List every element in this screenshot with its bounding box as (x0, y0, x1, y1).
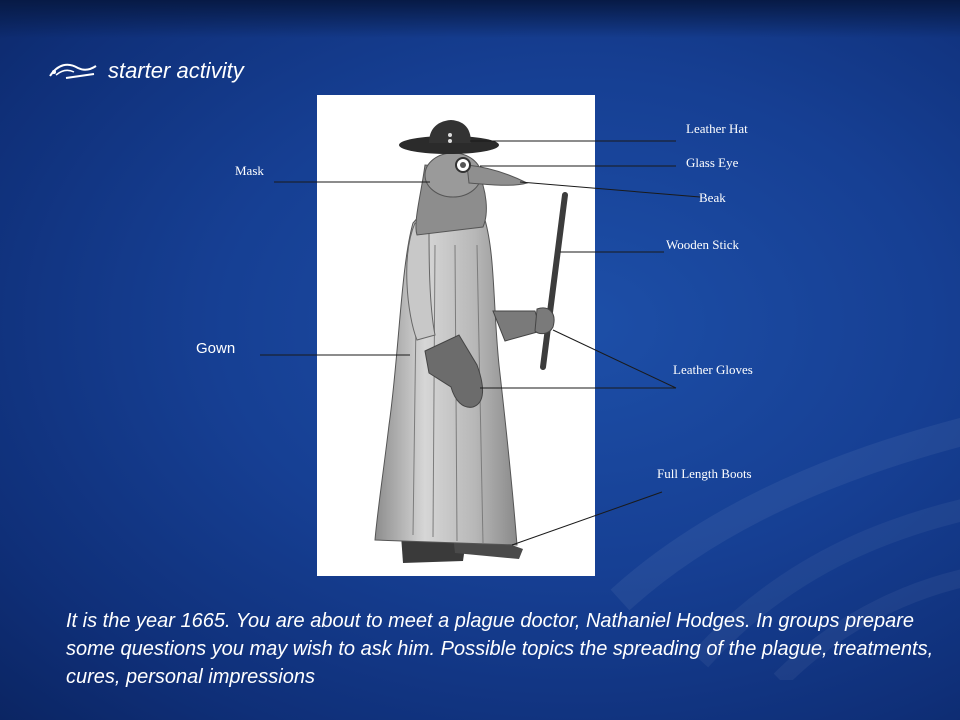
quill-pen-icon (48, 60, 98, 82)
slide-top-band (0, 0, 960, 38)
plague-doctor-illustration (317, 95, 595, 576)
label-full-length-boots: Full Length Boots (657, 466, 752, 481)
label-mask: Mask (235, 163, 264, 178)
label-wooden-stick: Wooden Stick (666, 237, 739, 252)
label-beak: Beak (699, 190, 726, 205)
figure-panel (317, 95, 595, 576)
slide-title: starter activity (108, 58, 244, 83)
label-leather-gloves: Leather Gloves (673, 362, 753, 377)
activity-instructions: It is the year 1665. You are about to meet a plague doctor, Nathaniel Hodges. In groups prepare some questions you may wish to ask him. Possible topics the spreading of the plague, treatments, cures, personal impressions (66, 610, 934, 688)
slide-title-row (48, 58, 244, 84)
label-glass-eye: Glass Eye (686, 155, 739, 170)
label-leather-hat: Leather Hat (686, 121, 748, 136)
label-gown: Gown (196, 340, 236, 357)
